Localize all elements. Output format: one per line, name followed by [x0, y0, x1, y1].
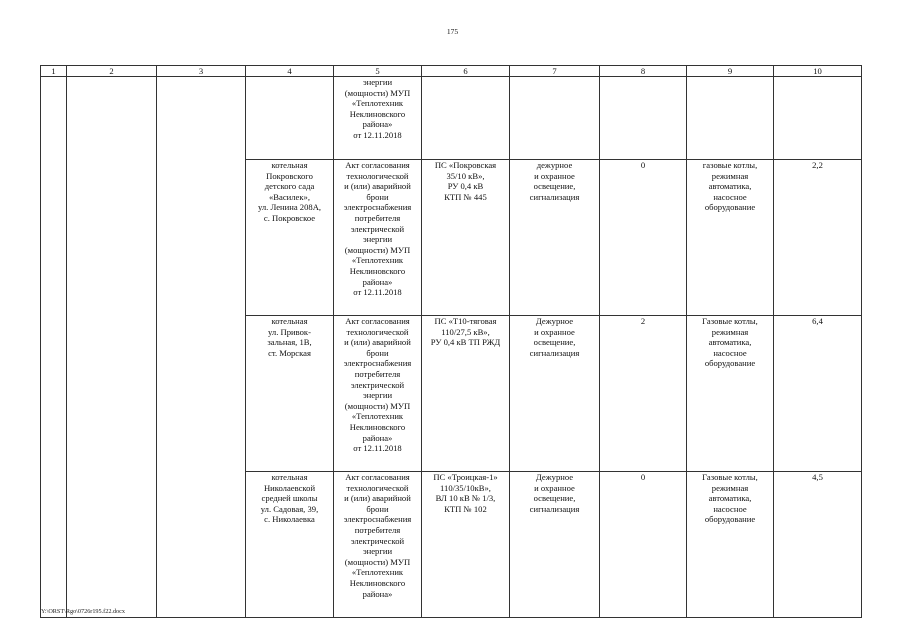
equipment-cell: газовые котлы, режимная автоматика, насосное оборудование [687, 160, 774, 316]
empty-cell [510, 77, 600, 160]
empty-cell [41, 77, 67, 618]
substation-cell: ПС «Покровская 35/10 кВ», РУ 0,4 кВ КТП № 445 [422, 160, 510, 316]
column-header-3: 3 [157, 66, 246, 77]
column-header-4: 4 [246, 66, 334, 77]
table-row [41, 77, 862, 160]
empty-cell [600, 77, 687, 160]
facility-cell: котельная ул. Привок- зальная, 1В, ст. Морская [246, 316, 334, 472]
empty-cell [774, 77, 862, 160]
document-cell: Акт согласования технологической и (или) аварийной брони электроснабжения потребителя электрической энергии (мощности) МУП «Теплотехник Неклиновского района» от 12.11.2018 [334, 316, 422, 472]
document-cell: Акт согласования технологической и (или) аварийной брони электроснабжения потребителя электрической энергии (мощности) МУП «Теплотехник Неклиновского района» от 12.11.2018 [334, 160, 422, 316]
empty-cell [157, 77, 246, 618]
column-header-8: 8 [600, 66, 687, 77]
value-cell: 4,5 [774, 472, 862, 618]
column-header-1: 1 [41, 66, 67, 77]
page-number: 175 [446, 27, 459, 36]
count-cell: 2 [600, 316, 687, 472]
substation-cell: ПС «Т10-тяговая 110/27,5 кВ», РУ 0,4 кВ ТП РЖД [422, 316, 510, 472]
footer-file-path: Y:\ORST\Rgo\0726r195.f22.docx [41, 608, 125, 615]
header-row [41, 66, 862, 77]
substation-cell: ПС «Троицкая-1» 110/35/10кВ», ВЛ 10 кВ № 1/3, КТП № 102 [422, 472, 510, 618]
facility-cell: котельная Николаевской средней школы ул. Садовая, 39, с. Николаевка [246, 472, 334, 618]
column-header-2: 2 [67, 66, 157, 77]
column-header-10: 10 [774, 66, 862, 77]
empty-cell [246, 77, 334, 160]
purpose-cell: дежурное и охранное освещение, сигнализация [510, 160, 600, 316]
column-header-5: 5 [334, 66, 422, 77]
value-cell: 2,2 [774, 160, 862, 316]
continued-document-cell: энергии (мощности) МУП «Теплотехник Неклиновского района» от 12.11.2018 [334, 77, 422, 160]
equipment-cell: Газовые котлы, режимная автоматика, насосное оборудование [687, 316, 774, 472]
document-cell: Акт согласования технологической и (или) аварийной брони электроснабжения потребителя электрической энергии (мощности) МУП «Теплотехник Неклиновского района» [334, 472, 422, 618]
value-cell: 6,4 [774, 316, 862, 472]
equipment-cell: Газовые котлы, режимная автоматика, насосное оборудование [687, 472, 774, 618]
empty-cell [687, 77, 774, 160]
purpose-cell: Дежурное и охранное освещение, сигнализация [510, 472, 600, 618]
document-table [40, 65, 862, 618]
empty-cell [67, 77, 157, 618]
purpose-cell: Дежурное и охранное освещение, сигнализация [510, 316, 600, 472]
empty-cell [422, 77, 510, 160]
column-header-7: 7 [510, 66, 600, 77]
count-cell: 0 [600, 160, 687, 316]
column-header-9: 9 [687, 66, 774, 77]
count-cell: 0 [600, 472, 687, 618]
column-header-6: 6 [422, 66, 510, 77]
facility-cell: котельная Покровского детского сада «Василек», ул. Ленина 208А, с. Покровское [246, 160, 334, 316]
